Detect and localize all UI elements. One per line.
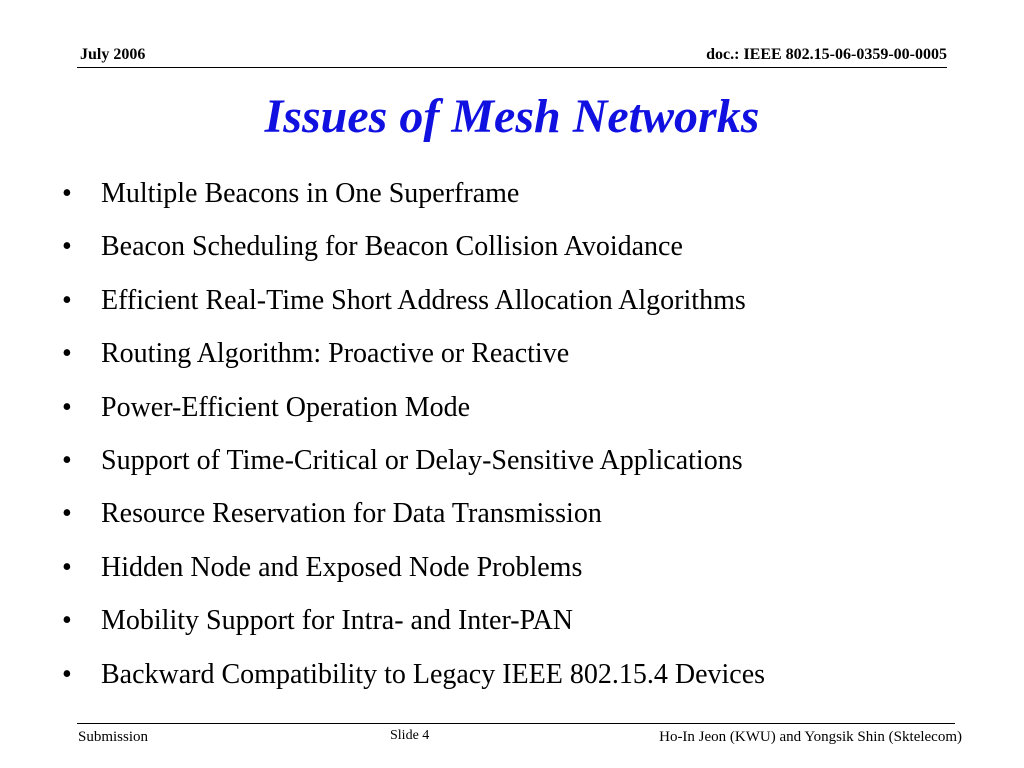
bullet-text: Backward Compatibility to Legacy IEEE 802.15.4 Devices	[101, 658, 766, 690]
bullet-text: Beacon Scheduling for Beacon Collision Avoidance	[101, 231, 683, 263]
bullet-text: Efficient Real-Time Short Address Allocation Algorithms	[101, 284, 746, 316]
bullet-icon: •	[62, 178, 72, 209]
bullet-icon: •	[62, 498, 72, 530]
header-doc-id: doc.: IEEE 802.15-06-0359-00-0005	[706, 46, 947, 63]
footer-submission: Submission	[78, 729, 149, 745]
bullet-icon: •	[62, 338, 72, 370]
bullet-text: Mobility Support for Intra- and Inter-PAN	[101, 605, 574, 637]
bullet-text: Multiple Beacons in One Superframe	[101, 178, 520, 209]
bullet-text: Resource Reservation for Data Transmission	[101, 498, 602, 530]
bullet-text: Power-Efficient Operation Mode	[101, 391, 471, 423]
footer-authors: Ho-In Jeon (KWU) and Yongsik Shin (Sktelecom)	[659, 729, 962, 745]
bullet-icon: •	[62, 284, 72, 316]
slide-title: Issues of Mesh Networks	[264, 90, 760, 143]
bullet-text: Routing Algorithm: Proactive or Reactive	[101, 338, 570, 370]
footer-divider	[77, 723, 955, 724]
bullet-icon: •	[62, 658, 72, 690]
bullet-icon: •	[62, 391, 72, 423]
bullet-icon: •	[62, 551, 72, 583]
slide-number: Slide 4	[390, 728, 430, 743]
header-divider	[77, 67, 947, 68]
bullet-icon: •	[62, 444, 72, 476]
bullet-icon: •	[62, 231, 72, 263]
bullet-icon: •	[62, 605, 72, 637]
bullet-text: Support of Time-Critical or Delay-Sensitive Applications	[101, 444, 743, 476]
bullet-text: Hidden Node and Exposed Node Problems	[101, 551, 583, 583]
header-date: July 2006	[80, 46, 146, 63]
